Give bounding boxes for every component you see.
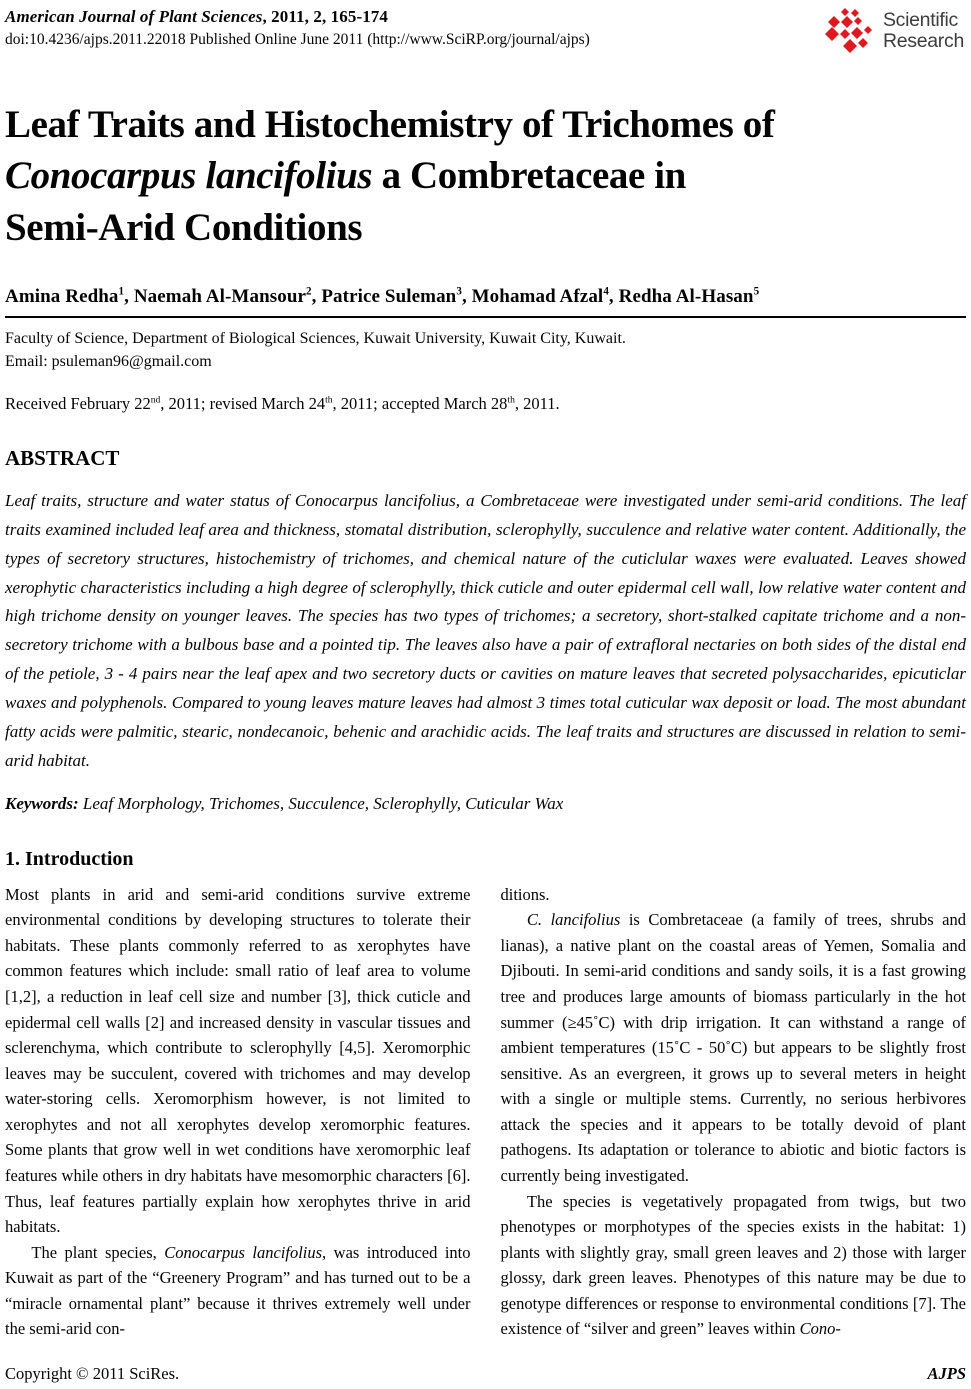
author-list	[5, 286, 966, 308]
page-header	[5, 7, 966, 57]
page-footer	[5, 1364, 966, 1384]
intro-paragraph-1: Most plants in arid and semi-arid conditions survive extreme environmental conditions by developing structures to tolerate their habitats. These plants commonly referred to as xerophytes have common features which include: small ratio of leaf area to volume [1,2], a reduction in leaf cell size and number [3], thick cuticle and epidermal cell walls [2] and increased density in vascular tissues and sclerenchyma, which contribute to sclerophylly [4,5]. Xeromorphic leaves may be succulent, covered with trichomes and may develop water-storing cells. Xeromorphism however, is not limited to xerophytes and not all xerophytes develop xeromorphic features. Some plants that grow well in wet conditions have xeromorphic leaf features while others in dry habitats have mesomorphic characters [6]. Thus, leaf features partially explain how xerophytes thrive in arid habitats.	[5, 884, 471, 1237]
title-line3: Semi-Arid Conditions	[5, 205, 363, 249]
author: Amina Redha$^1$	[5, 286, 125, 308]
author: , Redha Al-Hasan$^5$	[608, 286, 760, 308]
doi-line: doi:10.4236/ajps.2011.22018 Published Online June 2011 (http://www.SciRP.org/journal/ajps)	[5, 31, 590, 48]
paper-title	[5, 99, 966, 253]
section-heading-introduction: 1. Introduction	[5, 847, 134, 870]
intro-paragraph-2: The plant species, Conocarpus lancifolius, was introduced into Kuwait as part of the “Greenery Program” and has turned out to be a “miracle ornamental plant” because it thrives extremely well under the semi-arid con-	[5, 1242, 471, 1339]
title-line2-rest: a Combretaceae in	[372, 154, 686, 198]
species-name-italic: Conocarpus lancifolius	[5, 154, 373, 198]
author: , Naemah Al-Mansour$^2$	[124, 286, 312, 308]
author-affiliation-number: 4	[603, 286, 609, 299]
author-divider-rule	[5, 316, 966, 318]
species-name-italic: Conocarpus lancifolius	[164, 1242, 323, 1262]
title-line2	[5, 150, 966, 201]
copyright-notice: Copyright © 2011 SciRes.	[5, 1364, 180, 1383]
intro-paragraph-3: C. lancifolius is Combretaceae (a family of trees, shrubs and lianas), a native plant on the coastal areas of Yemen, Somalia and Djibouti. In semi-arid conditions and sandy soils, it is a fast growing tree and produces large amounts of biomass particularly in the hot summer (≥45˚C) with drip irrigation. It can withstand a range of ambient temperatures (15˚C - 50˚C) but appears to be slightly frost sensitive. As an evergreen, it grows up to several meters in height with a single or multiple stems. Currently, no serious herbivores attack the species and it appears to be totally devoid of plant pathogens. Its adaptation or tolerance to abiotic and biotic factors is currently being investigated.	[500, 910, 967, 1185]
scientific-research-logo-text	[883, 10, 964, 52]
species-name-italic: Cono-	[799, 1319, 841, 1339]
left-column	[5, 882, 471, 1342]
keywords-label: Keywords:	[5, 793, 79, 813]
author-affiliation-number: 1	[118, 286, 125, 299]
two-column-body	[5, 882, 966, 1342]
affiliation-line: Faculty of Science, Department of Biological Sciences, Kuwait University, Kuwait City, Kuwait.	[5, 330, 626, 348]
author: , Mohamad Afzal$^4$	[461, 286, 609, 308]
title-line1: Leaf Traits and Histochemistry of Trichomes of	[5, 103, 775, 146]
ordinal-superscript: th	[325, 394, 333, 406]
intro-paragraph-4: The species is vegetatively propagated from twigs, but two phenotypes or morphotypes of the species exists in the habitat: 1) plants with slightly gray, small green leaves and 2) those with larger glossy, dark green leaves. Phenotypes of this nature may be due to genotype differences or response to environmental conditions [7]. The existence of “silver and green” leaves within Cono-	[500, 1191, 966, 1339]
journal-name: American Journal of Plant Sciences	[5, 7, 263, 26]
keywords-line	[5, 794, 966, 814]
journal-citation-line	[5, 7, 590, 27]
intro-paragraph-2-continuation: ditions.	[500, 884, 550, 904]
affiliation-block	[5, 328, 966, 373]
journal-info	[5, 7, 590, 49]
author-affiliation-number: 3	[456, 286, 462, 299]
ordinal-superscript: th	[507, 394, 515, 406]
journal-issue-pages: , 2011, 2, 165-174	[262, 7, 389, 26]
scientific-research-diamonds-icon	[824, 7, 878, 57]
scientific-research-logo	[824, 7, 966, 57]
author-affiliation-number: 5	[753, 286, 760, 299]
right-column	[501, 882, 967, 1342]
author: , Patrice Suleman$^3$	[311, 286, 462, 308]
abstract-text: Leaf traits, structure and water status of Conocarpus lancifolius, a Combretaceae were investigated under semi-arid conditions. The leaf traits examined included leaf area and thickness, stomatal distribution, sclerophylly, succulence and relative water content. Additionally, the types of secretory structures, histochemistry of trichomes, and chemical nature of the cuticlular waxes were evaluated. Leaves showed xerophytic characteristics including a high degree of sclerophylly, thick cuticle and outer epidermal cell wall, low relative water content and high trichome density on younger leaves. The species has two types of trichomes; a secretory, short-stalked capitate trichome and a non-secretory trichome with a bulbous base and a pointed tip. The leaves also have a pair of extrafloral nectaries on both sides of the distal end of the petiole, 3 - 4 pairs near the leaf apex and two secretory ducts or cavities on mature leaves that secreted polysaccharides, epicuticlar waxes and polyphenols. Compared to young leaves mature leaves had almost 3 times total cuticular wax deposit or load. The most abundant fatty acids were palmitic, stearic, nondecanoic, behenic and arachidic acids. The leaf traits and structures are discussed in relation to semi-arid habitat.	[5, 490, 966, 770]
logo-text-line2: Research	[882, 30, 964, 53]
logo-text-line1: Scientific	[882, 9, 958, 31]
received-dates-line: Received February 22nd, 2011; revised March 24th, 2011; accepted March 28th, 2011.	[5, 393, 560, 413]
author-affiliation-number: 2	[306, 286, 312, 299]
keywords-list: Leaf Morphology, Trichomes, Succulence, Sclerophylly, Cuticular Wax	[78, 793, 564, 813]
journal-abbreviation: AJPS	[927, 1364, 966, 1383]
ordinal-superscript: nd	[150, 394, 161, 406]
abstract-heading: ABSTRACT	[5, 445, 120, 470]
species-name-italic: C. lancifolius	[526, 910, 621, 930]
email-line: Email: psuleman96@gmail.com	[5, 353, 212, 371]
